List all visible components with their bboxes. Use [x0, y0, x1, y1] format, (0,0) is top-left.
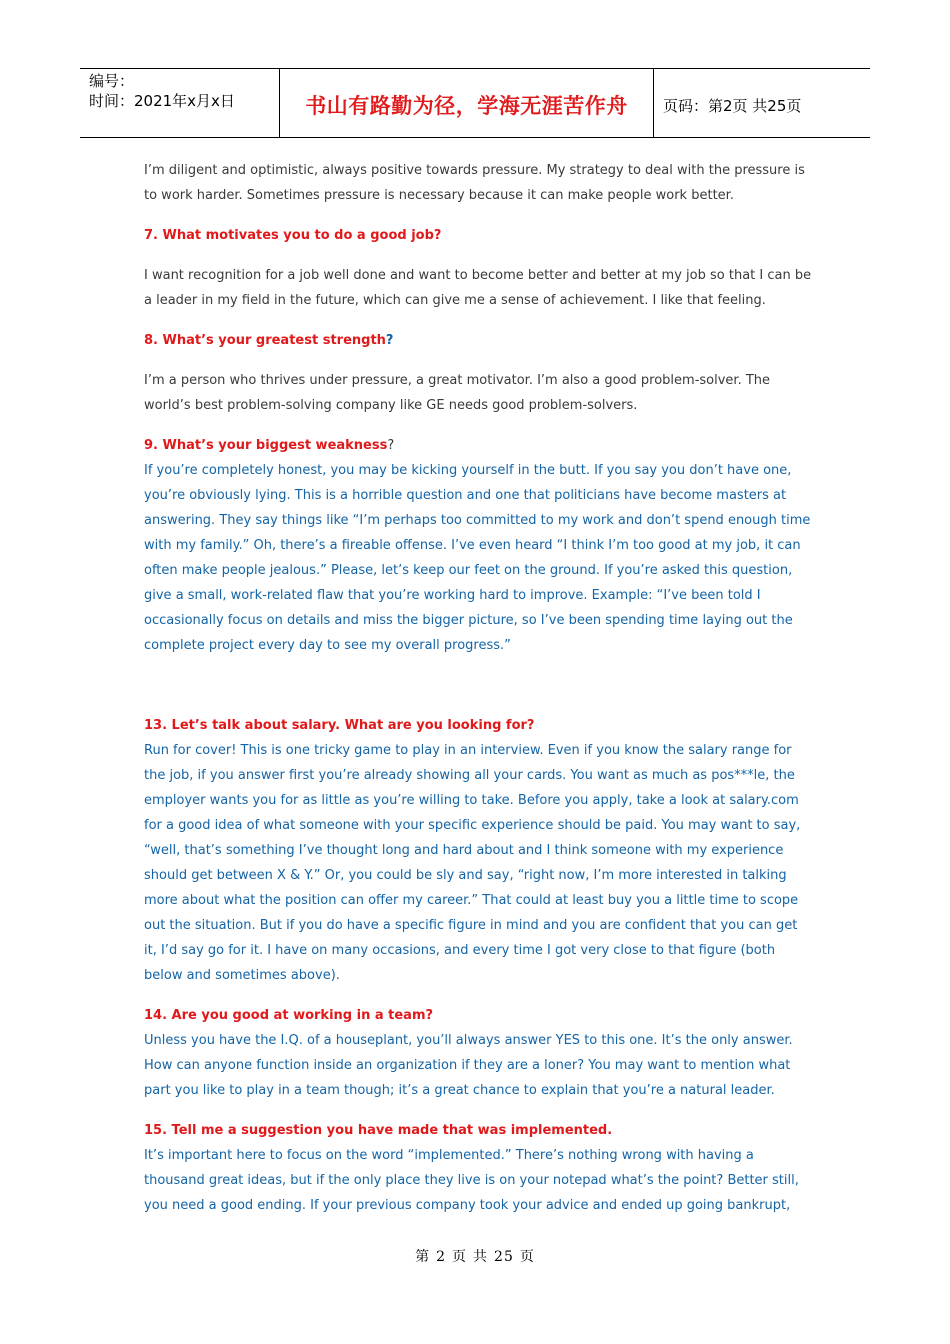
- document-number-label: 编号：: [89, 72, 135, 90]
- answer-paragraph: I’m a person who thrives under pressure, a great motivator. I’m also a good problem-solver. The world’s best problem-solving company like GE needs good problem-solvers.: [144, 373, 771, 413]
- footer-total-pages: 25: [494, 1249, 514, 1265]
- page-header: [80, 68, 870, 138]
- question-mark: ?: [387, 438, 395, 453]
- header-page-label: 页码：第2页 共25页: [663, 96, 802, 115]
- document-date-label: 时间：2021年x月x日: [89, 92, 235, 110]
- question-heading: [144, 328, 814, 353]
- answer-paragraph: If you’re completely honest, you may be kicking yourself in the butt. If you say you don’t have one, you’re obviously lying. This is a horrible question and one that politicians have become masters at answering. They say things like “I’m perhaps too committed to my work and don’t spend enough time with my family.” Oh, there’s a fireable offense. I’ve even heard “I think I’m too good at my job, it can often make people jealous.” Please, let’s keep our feet on the ground. If you’re asked this question, give a small, work-related flaw that you’re working hard to improve. Example: “I’ve been told I occasionally focus on details and miss the bigger picture, so I’ve been spending time laying out the complete project every day to see my overall progress.”: [144, 463, 811, 653]
- question-heading: [144, 433, 814, 458]
- question-text: 8. What’s your greatest strength: [144, 333, 386, 348]
- answer-paragraph: I’m diligent and optimistic, always positive towards pressure. My strategy to deal with the pressure is to work harder. Sometimes pressure is necessary because it can make people work better.: [144, 163, 805, 203]
- header-motto: 书山有路勤为径，学海无涯苦作舟: [305, 93, 628, 118]
- footer-di: 第: [415, 1249, 431, 1265]
- answer-paragraph: Unless you have the I.Q. of a houseplant, you’ll always answer YES to this one. It’s the only answer. How can anyone function inside an organization if they are a loner? You may want to mention what part you like to play in a team though; it’s a great chance to explain that you’re a natural leader.: [144, 1033, 793, 1098]
- header-meta: [80, 69, 280, 137]
- footer-ye: 页: [452, 1249, 468, 1265]
- footer-ye: 页: [519, 1249, 535, 1265]
- footer-gong: 共: [473, 1249, 489, 1265]
- answer-paragraph: Run for cover! This is one tricky game to play in an interview. Even if you know the salary range for the job, if you answer first you’re already showing all your cards. You want as much as pos***le, the employer wants you for as little as you’re willing to take. Before you apply, take a look at salary.com for a good idea of what someone with your specific experience should be paid. You may want to say, “well, that’s something I’ve thought long and hard about and I think someone with my experience should get between X & Y.” Or, you could be sly and say, “right now, I’m more interested in talking more about what the position can offer my career.” That could at least buy you a little time to scope out the situation. But if you do have a specific figure in mind and you are confident that you can get it, I’d say go for it. I have on many occasions, and every time I got very close to that figure (both below and sometimes above).: [144, 743, 801, 983]
- header-motto-cell: [280, 69, 654, 137]
- answer-paragraph: I want recognition for a job well done and want to become better and better at my job so that I can be a leader in my field in the future, which can give me a sense of achievement. I like that feeling.: [144, 268, 812, 308]
- question-mark: ?: [385, 333, 394, 348]
- question-heading: 15. Tell me a suggestion you have made that was implemented.: [144, 1123, 613, 1138]
- footer-page-number: 2: [436, 1249, 447, 1265]
- question-heading: 14. Are you good at working in a team?: [144, 1008, 434, 1023]
- document-body: [144, 158, 814, 1218]
- question-heading: 7. What motivates you to do a good job?: [144, 228, 442, 243]
- question-heading: 13. Let’s talk about salary. What are you looking for?: [144, 718, 535, 733]
- answer-paragraph: It’s important here to focus on the word “implemented.” There’s nothing wrong with having a thousand great ideas, but if the only place they live is on your notepad what’s the point? Better still, you need a good ending. If your previous company took your advice and ended up going bankrupt,: [144, 1148, 799, 1213]
- page-footer: [0, 1246, 950, 1266]
- header-page-cell: [654, 69, 870, 137]
- question-text: 9. What’s your biggest weakness: [144, 438, 388, 453]
